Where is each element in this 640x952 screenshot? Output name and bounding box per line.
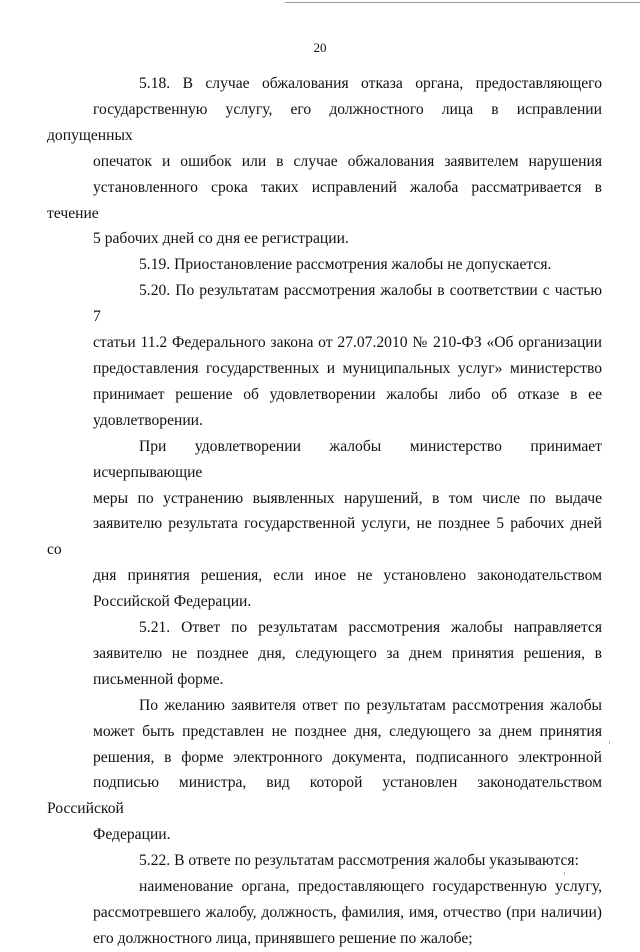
paragraph — [47, 71, 602, 252]
text-line: предоставления государственных и муниципальных услуг» министерство — [93, 359, 602, 377]
text-line: 5.20. По результатам рассмотрения жалобы в соответствии с частью 7 — [93, 282, 602, 326]
text-line: письменной форме. — [93, 670, 224, 688]
text-line: 5 рабочих дней со дня ее регистрации. — [93, 230, 349, 248]
text-line: При удовлетворении жалобы министерство принимает исчерпывающие — [93, 437, 602, 481]
text-line: установленного срока таких исправлений жалоба рассматривается в течение — [47, 178, 602, 222]
text-line: 5.19. Приостановление рассмотрения жалобы не допускается. — [139, 256, 552, 274]
text-line: 5.22. В ответе по результатам рассмотрения жалобы указываются: — [139, 852, 579, 870]
text-line: меры по устранению выявленных нарушений, в том числе по выдаче — [93, 489, 602, 507]
paragraph — [93, 252, 602, 278]
text-line: 5.21. Ответ по результатам рассмотрения жалобы направляется — [139, 619, 602, 637]
text-line: заявителю не позднее дня, следующего за днем принятия решения, в — [93, 644, 602, 662]
paragraph — [93, 874, 602, 952]
text-line: рассмотревшего жалобу, должность, фамилия, имя, отчество (при наличии) — [93, 904, 602, 921]
paragraph — [93, 848, 602, 874]
text-line: принимает решение об удовлетворении жалобы либо об отказе в ее — [93, 385, 602, 403]
text-line: Российской Федерации. — [93, 593, 252, 611]
text-line: удовлетворении. — [93, 411, 203, 429]
paragraph — [93, 615, 602, 693]
text-line: может быть представлен не позднее дня, следующего за днем принятия — [93, 722, 602, 740]
text-line: подписью министра, вид которой установлен законодательством Российской — [47, 774, 602, 818]
text-line: наименование органа, предоставляющего государственную услугу, — [139, 878, 602, 896]
text-line: его должностного лица, принявшего решение по жалобе; — [93, 929, 473, 947]
text-line: заявителю результата государственной услуги, не позднее 5 рабочих дней со — [47, 515, 602, 559]
paragraph — [47, 434, 602, 615]
paragraph — [47, 693, 602, 848]
page-number: 20 — [313, 40, 327, 55]
scan-edge-line — [285, 2, 640, 3]
text-line: государственную услугу, его должностного лица в исправлении допущенных — [47, 100, 602, 144]
scan-speck — [609, 741, 610, 744]
paragraph — [93, 278, 602, 433]
text-line: 5.18. В случае обжалования отказа органа, предоставляющего — [139, 75, 602, 92]
document-body — [47, 71, 602, 952]
text-line: опечаток и ошибок или в случае обжалования заявителем нарушения — [93, 152, 602, 170]
text-line: статьи 11.2 Федерального закона от 27.07.2010 № 210-ФЗ «Об организации — [93, 334, 602, 352]
text-line: Федерации. — [93, 826, 171, 844]
text-line: По желанию заявителя ответ по результатам рассмотрения жалобы — [139, 696, 602, 714]
text-line: решения, в форме электронного документа, подписанного электронной — [93, 748, 602, 766]
text-line: дня принятия решения, если иное не установлено законодательством — [93, 567, 602, 585]
